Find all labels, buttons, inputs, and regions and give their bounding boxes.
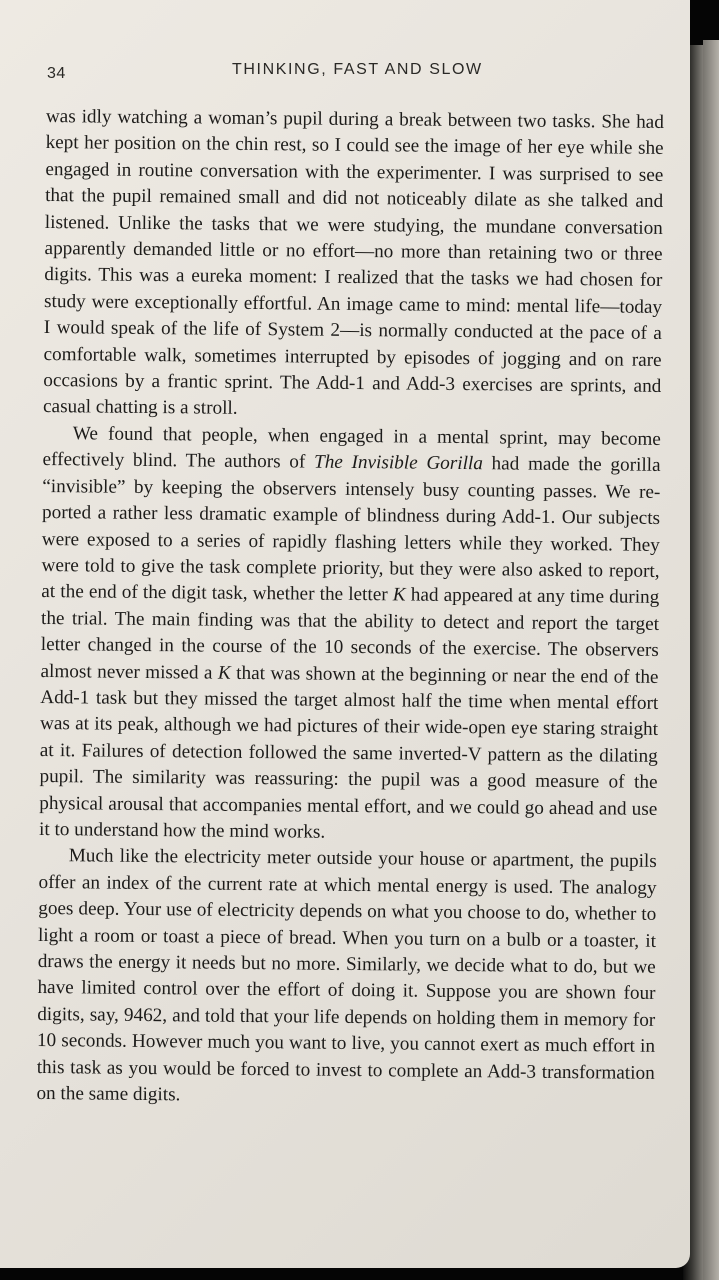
letter-k-italic-2: K bbox=[217, 662, 231, 684]
paragraph-1: was idly watching a woman’s pupil during a break between two tasks. She had kept her position on the chin rest, so I could see the image of her eye while she engaged in routine conversation with the experimenter. I was surprised to see that the pupil remained small and did not noticeably dilate as she talked and listened. Unlike the tasks that we were studying, the mundane conversation apparently demanded little or no effort—no more than retaining two or three digits. This was a eureka moment: I realized that the tasks we had chosen for study were exceptionally effortful. An image came to mind: mental life—today I would speak of the life of System 2—is normally conducted at the pace of a comfortable walk, sometimes interrupted by episodes of jogging and on rare occasions by a frantic sprint. The Add-1 and Add-3 exercises are sprints, and casual chatting is a stroll. bbox=[42, 105, 664, 420]
paragraph-2-part-1: We found that people, when engaged in a mental sprint, may become effectively blind. The authors of bbox=[42, 423, 661, 473]
paragraph-2-part-4: that was shown at the beginning or near the end of the Add-1 task but they missed the target almost half the time when mental effort was at its peak, although we had pictures of their wide-open eye staring straight at it. Failures of detection followed the same inverted-V pattern as the dilating pupil. The similarity was reassuring: the pupil was a good measure of the physical arousal that accompanies mental effort, and we could go ahead and use it to understand how the mind works. bbox=[38, 662, 659, 843]
paragraph-2-part-2: had made the gorilla “invisible” by keeping the observers intensely busy counting passes. We reported a rather less dramatic example of blindness during Add-1. Our subjects were exposed to a series of rapidly flashing letters while they worked. They were told to give the task complete priority, but they were also asked to report, at the end of the digit task, whether the letter bbox=[41, 453, 661, 606]
running-head: THINKING, FAST AND SLOW bbox=[232, 61, 483, 78]
book-title-italic: The Invisible Gorilla bbox=[313, 451, 483, 475]
book-page-edges-outer bbox=[703, 40, 719, 1280]
body-text bbox=[36, 104, 664, 1113]
letter-k-italic: K bbox=[392, 584, 406, 606]
paragraph-3: Much like the electricity meter outside your house or apartment, the pupils offer an index of the current rate at which mental energy is used. The analogy goes deep. Your use of electricity depends on what you choose to do, whether to light a room or toast a piece of bread. When you turn on a bulb or a toaster, it draws the energy it needs but no more. Similarly, we decide what to do, but we have limited control over the effort of doing it. Suppose you are shown four digits, say, 9462, and told that your life depends on holding them in memory for 10 seconds. However much you want to live, you cannot exert as much effort in this task as you would be forced to invest to complete an Add-3 transformation on the same digits. bbox=[36, 845, 657, 1106]
page-header bbox=[0, 57, 690, 91]
paragraph-2 bbox=[39, 421, 661, 849]
paragraph-2-part-3: had appeared at any time during the trial. The main finding was that the ability to detect and report the target letter changed in the course of the 10 seconds of the exercise. The observers almost never missed a bbox=[40, 584, 660, 684]
page-number: 34 bbox=[47, 65, 66, 82]
